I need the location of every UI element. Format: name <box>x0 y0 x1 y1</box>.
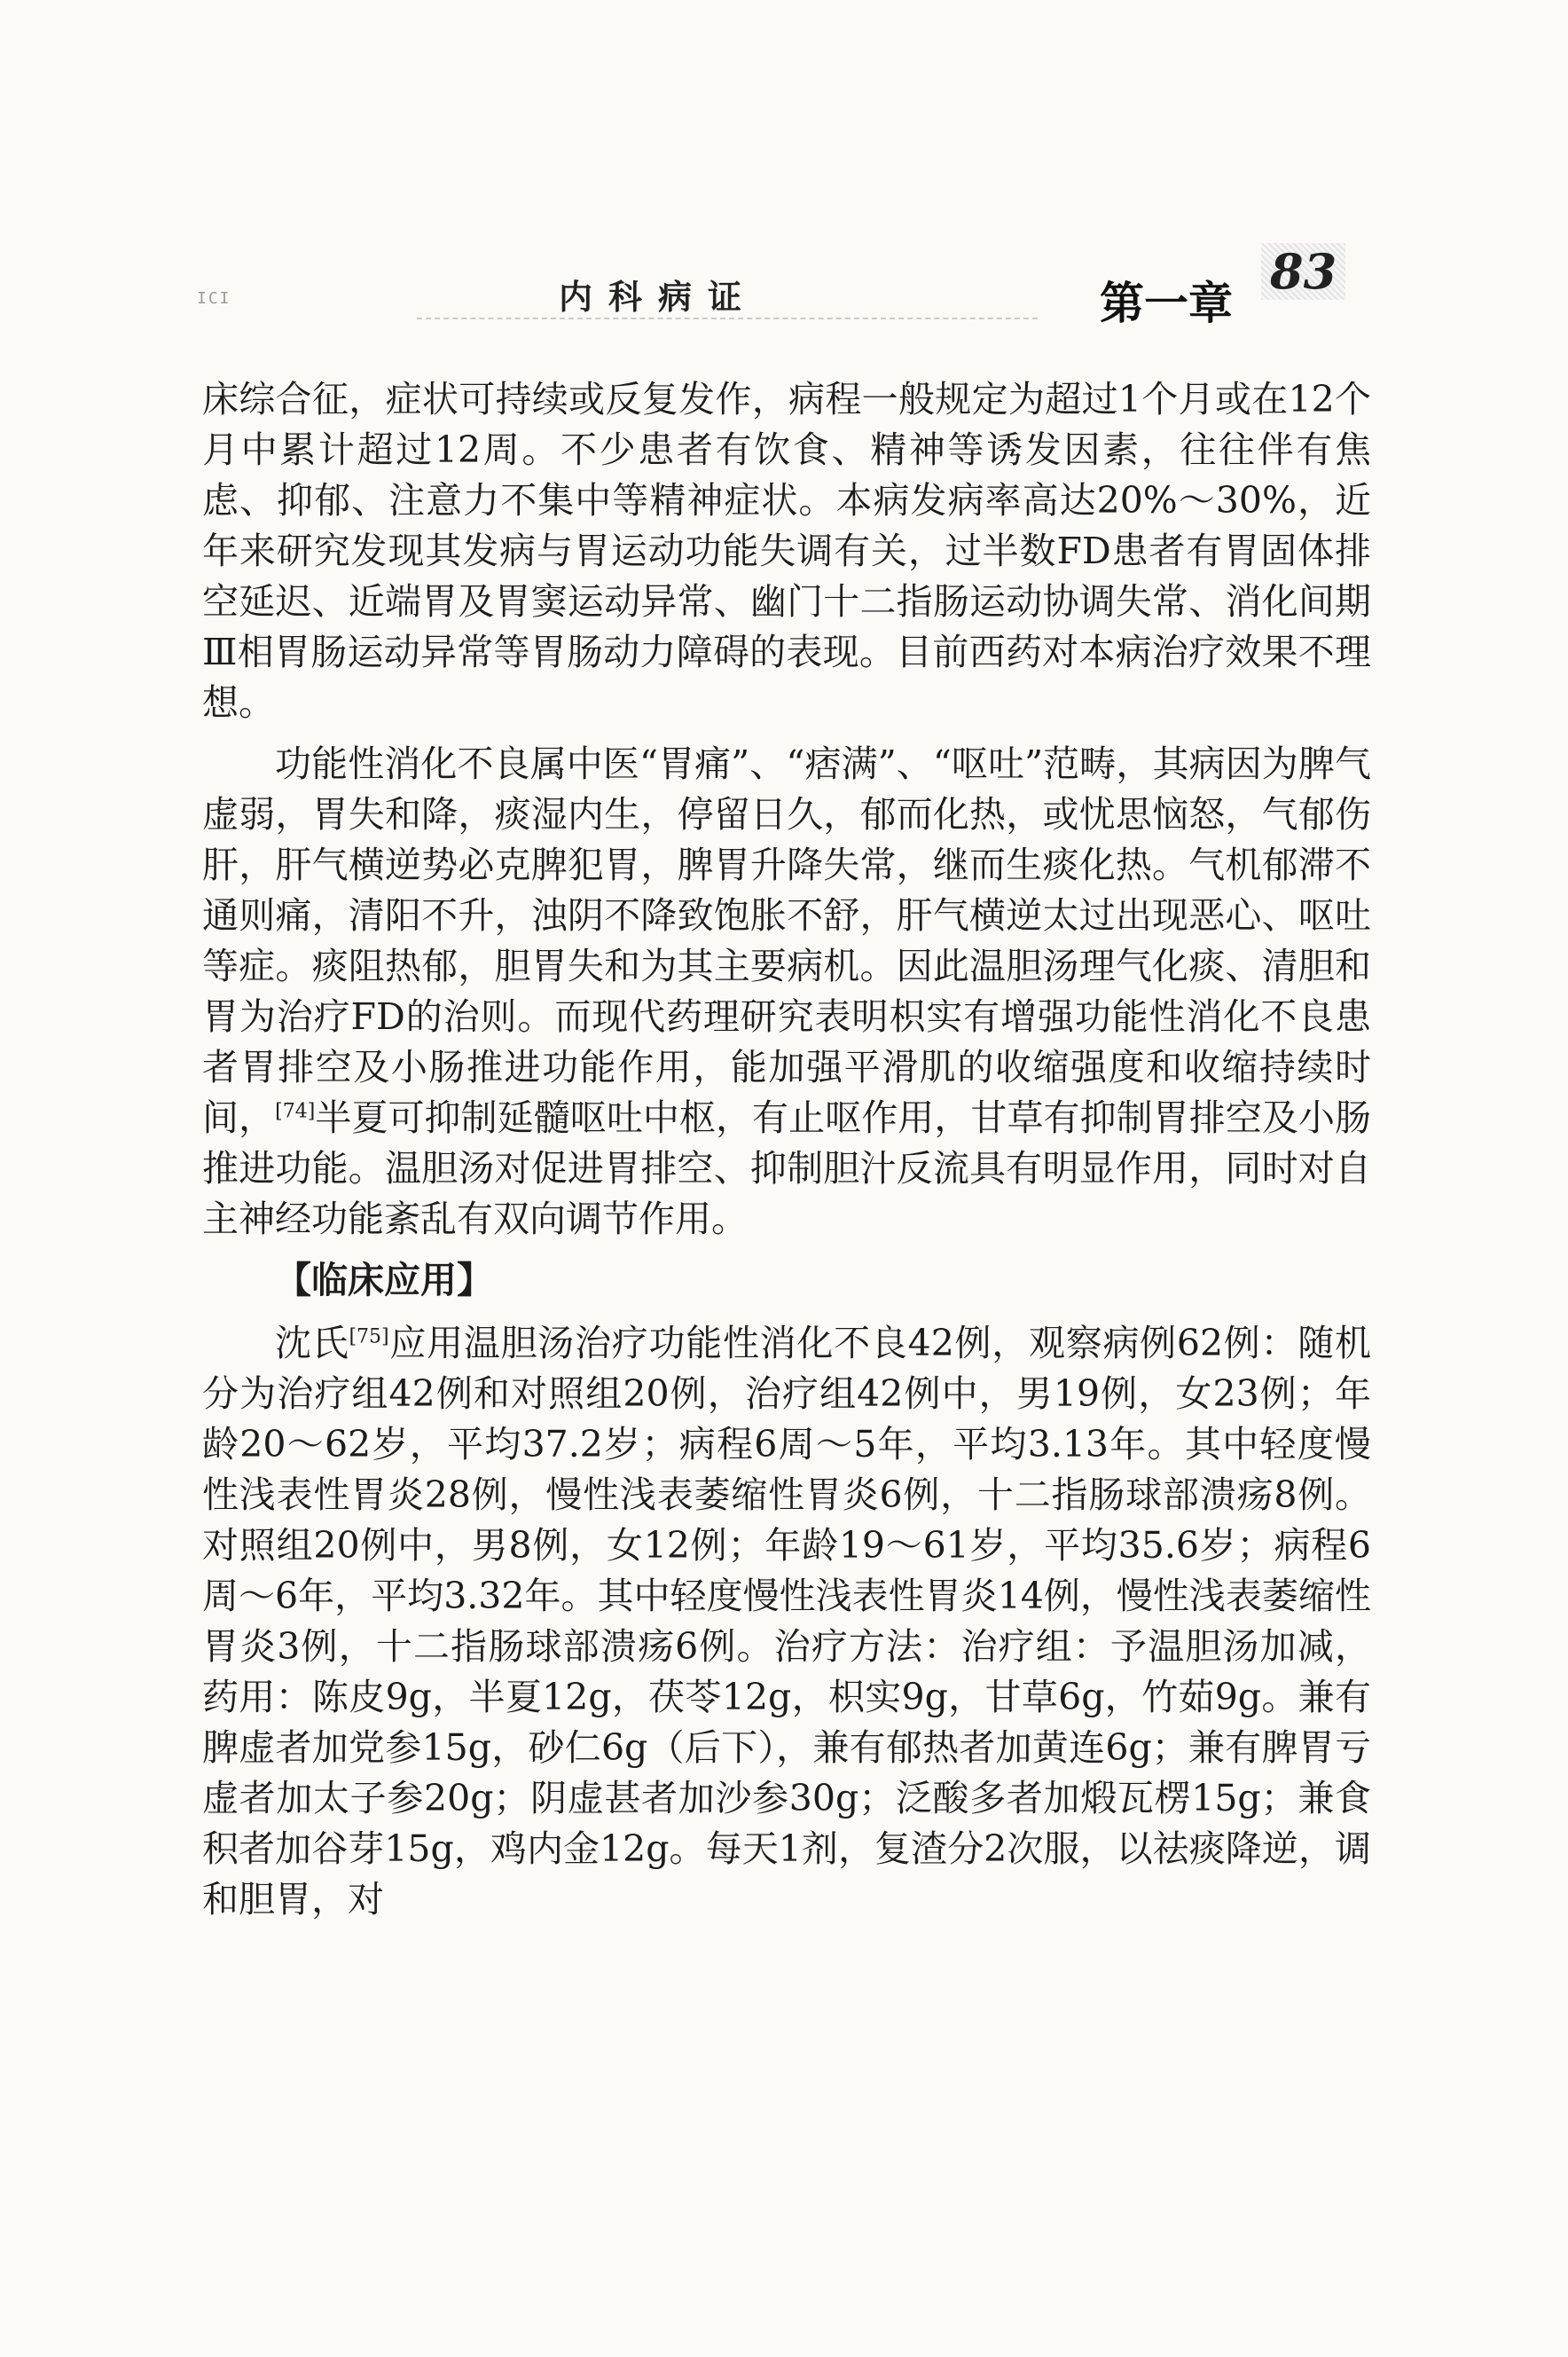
paragraph-clinical <box>202 1318 1371 1925</box>
running-header <box>0 243 1568 329</box>
paragraph-1: 床综合征，症状可持续或反复发作，病程一般规定为超过1个月或在12个月中累计超过12周。不少患者有饮食、精神等诱发因素，往往伴有焦虑、抑郁、注意力不集中等精神症状。本病发病率高达20%～30%，近年来研究发现其发病与胃运动功能失调有关，过半数FD患者有胃固体排空延迟、近端胃及胃窦运动异常、幽门十二指肠运动协调失常、消化间期Ⅲ相胃肠运动异常等胃肠动力障碍的表现。目前西药对本病治疗效果不理想。 <box>202 378 1371 724</box>
page-number: 83 <box>1261 243 1345 300</box>
clinical-text: 应用温胆汤治疗功能性消化不良42例，观察病例62例：随机分为治疗组42例和对照组20例，治疗组42例中，男19例，女23例；年龄20～62岁，平均37.2岁；病程6周～5年，平均3.13年。其中轻度慢性浅表性胃炎28例，慢性浅表萎缩性胃炎6例，十二指肠球部溃疡8例。对照组20例中，男8例，女12例；年龄19～61岁，平均35.6岁；病程6周～6年，平均3.32年。其中轻度慢性浅表性胃炎14例，慢性浅表萎缩性胃炎3例，十二指肠球部溃疡6例。治疗方法：治疗组：予温胆汤加减，药用：陈皮9g，半夏12g，茯苓12g，枳实9g，甘草6g，竹茹9g。兼有脾虚者加党参15g，砂仁6g（后下），兼有郁热者加黄连6g；兼有脾胃亏虚者加太子参20g；阴虚甚者加沙参30g；泛酸多者加煅瓦楞15g；兼食积者加谷芽15g，鸡内金12g。每天1剂，复渣分2次服，以祛痰降逆，调和胆胃，对 <box>202 1322 1372 1921</box>
paragraph-2-text: 功能性消化不良属中医“胃痛”、“痞满”、“呕吐”范畴，其病因为脾气虚弱，胃失和降，痰湿内生，停留日久，郁而化热，或忧思恼怒，气郁伤肝，肝气横逆势必克脾犯胃，脾胃升降失常，继而生痰化热。气机郁滞不通则痛，清阳不升，浊阴不降致饱胀不舒，肝气横逆太过出现恶心、呕吐等症。痰阻热郁，胆胃失和为其主要病机。因此温胆汤理气化痰、清胆和胃为治疗FD的治则。而现代药理研究表明枳实有增强功能性消化不良患者胃排空及小肠推进功能作用，能加强平滑肌的收缩强度和收缩持续时间， <box>202 742 1371 1139</box>
paragraph-2 <box>202 739 1371 1245</box>
header-rule <box>417 318 1038 319</box>
chapter-label: 第一章 <box>1100 278 1233 329</box>
section-title-clinical: 【临床应用】 <box>275 1259 493 1301</box>
citation-74: [74] <box>275 1100 316 1123</box>
clinical-lead: 沈氏 <box>275 1322 349 1364</box>
paragraph-2-tail: 半夏可抑制延髓呕吐中枢，有止呕作用，甘草有抑制胃排空及小肠推进功能。温胆汤对促进胃排空、抑制胆汁反流具有明显作用，同时对自主神经功能紊乱有双向调节作用。 <box>202 1096 1372 1240</box>
body-text <box>202 374 1371 1936</box>
citation-75: [75] <box>349 1325 389 1348</box>
header-mark: ICI <box>197 289 231 308</box>
book-title: 内科病证 <box>559 278 758 317</box>
